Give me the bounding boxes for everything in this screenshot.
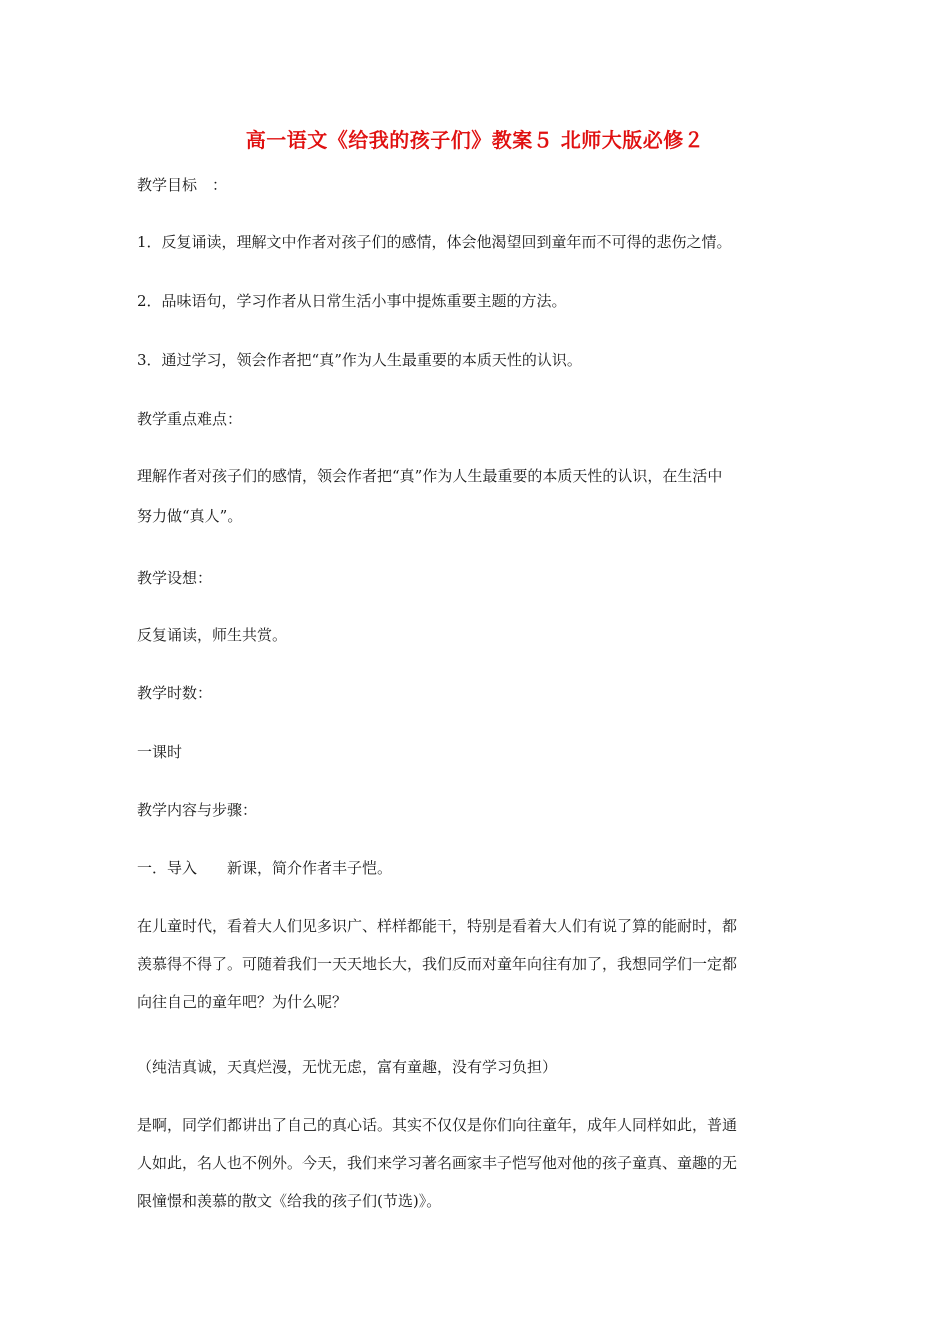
- intro-line-3: 向往自己的童年吧？为什么呢？: [137, 993, 348, 1011]
- intro-line-2: 羡慕得不得了。可随着我们一天天地长大，我们反而对童年向往有加了，我想同学们一定都: [137, 955, 738, 973]
- heading-plan: 教学设想：: [137, 569, 213, 587]
- plan-text: 反复诵读，师生共赏。: [137, 626, 288, 644]
- document-title: 高一语文《给我的孩子们》教案５ 北师大版必修２: [245, 128, 705, 152]
- key-points-line-2: 努力做“真人”。: [137, 507, 243, 525]
- key-points-line-1: 理解作者对孩子们的感情，领会作者把“真”作为人生最重要的本质天性的认识，在生活中: [137, 467, 723, 485]
- closing-line-1: 是啊，同学们都讲出了自己的真心话。其实不仅仅是你们向往童年，成年人同样如此，普通: [137, 1116, 738, 1134]
- intro-paragraph: [137, 909, 817, 1019]
- closing-line-2: 人如此，名人也不例外。今天，我们来学习著名画家丰子恺写他对他的孩子童真、童趣的无: [137, 1154, 738, 1172]
- closing-paragraph: [137, 1108, 817, 1218]
- objective-item-2: 2．品味语句，学习作者从日常生活小事中提炼重要主题的方法。: [137, 292, 567, 310]
- step-one: 一．导入 新课，简介作者丰子恺。: [137, 859, 393, 877]
- key-points-paragraph: [137, 459, 817, 533]
- objective-item-1: 1．反复诵读，理解文中作者对孩子们的感情，体会他渴望回到童年而不可得的悲伤之情。: [137, 233, 732, 251]
- intro-line-1: 在儿童时代，看着大人们见多识广、样样都能干，特别是看着大人们有说了算的能耐时，都: [137, 917, 738, 935]
- heading-objectives: 教学目标 ：: [137, 176, 228, 194]
- answer-text: （纯洁真诚，天真烂漫，无忧无虑，富有童趣，没有学习负担）: [137, 1058, 558, 1076]
- heading-steps: 教学内容与步骤：: [137, 801, 258, 819]
- heading-key-points: 教学重点难点：: [137, 410, 243, 428]
- heading-hours: 教学时数：: [137, 684, 213, 702]
- objective-item-3: 3．通过学习，领会作者把“真”作为人生最重要的本质天性的认识。: [137, 351, 582, 369]
- closing-line-3: 限憧憬和羡慕的散文《给我的孩子们(节选)》。: [137, 1192, 442, 1210]
- hours-text: 一课时: [137, 743, 183, 761]
